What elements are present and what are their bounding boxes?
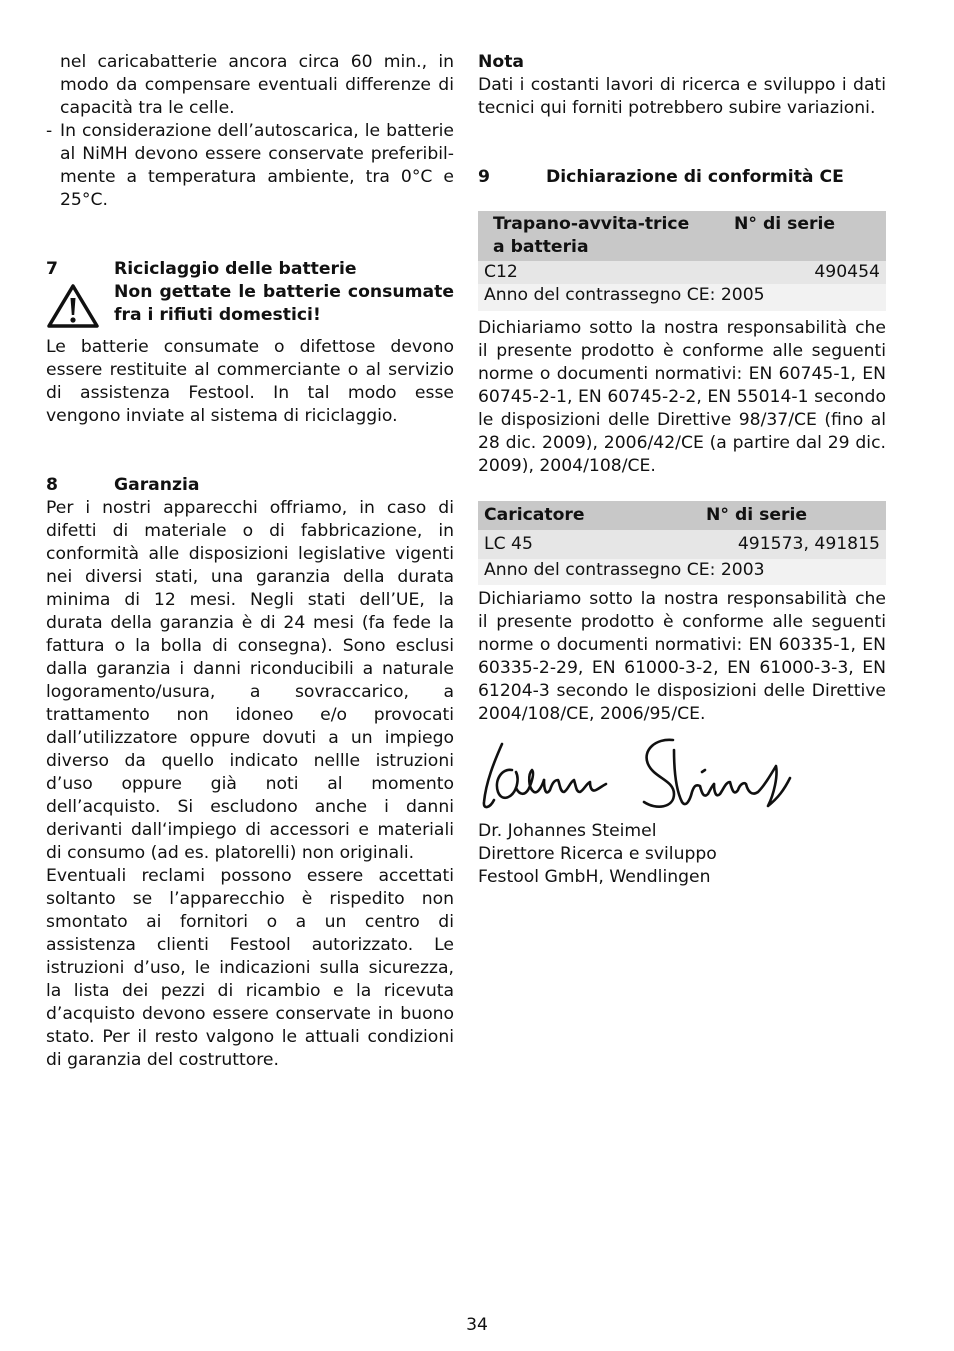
- section-9-title: Dichiarazione di conformità CE: [546, 167, 844, 187]
- table-row: [478, 261, 886, 284]
- section-7-title: Riciclaggio delle batterie: [114, 259, 357, 279]
- table-row: [478, 284, 886, 311]
- signer-company: Festool GmbH, Wendlingen: [478, 867, 711, 887]
- section-7-number: 7: [46, 259, 58, 279]
- table-row: [478, 501, 886, 530]
- signer-name: Dr. Johannes Steimel: [478, 821, 657, 841]
- table-cell-ce-year: Anno del contrassegno CE: 2005: [478, 284, 886, 311]
- conformity-table-drill: [478, 211, 886, 311]
- note-body: Dati i costanti lavori di ricerca e sviluppo i dati tecnici qui forniti potrebbero subire variazioni.: [478, 75, 886, 118]
- table-header-serial: N° di serie: [709, 211, 886, 261]
- table-header-product: Trapano-avvita-trice a batteria: [478, 211, 709, 261]
- section-8-heading: [46, 474, 454, 497]
- table-row: [478, 530, 886, 559]
- section-8-paragraph-1: Per i nostri apparecchi offriamo, in caso di difetti di materiale o di fabbricazione, in conformità alle disposizioni legislative vigenti nei diversi stati, una garanzia della durata minima di 12 mesi. Negli stati dell’UE, la durata della garanzia è di 24 mesi (fa fede la fattura o la bolla di consegna). Sono esclusi dalla garanzia i danni riconducibili a naturale logoramento/usura, a sovraccarico, a trattamento non idoneo e/o provocati dall’utilizzatore oppure dovuti a un impiego diverso da quello indicato nellle istruzioni d’uso oppure già noti al momento dell’acquisto. Si escludono anche i danni derivanti dall‘impiego di accessori e materiali di consumo (ad es. platorelli) non originali.: [46, 498, 454, 863]
- table-header-serial: N° di serie: [700, 501, 886, 530]
- table-cell-ce-year: Anno del contrassegno CE: 2003: [478, 559, 886, 585]
- list-item-self-discharge: [46, 120, 454, 212]
- note-title: Nota: [478, 52, 525, 72]
- section-9-number: 9: [478, 167, 490, 187]
- page-number: 34: [466, 1315, 488, 1335]
- section-7-heading: [46, 258, 454, 281]
- table-cell-serial: 491573, 491815: [700, 530, 886, 559]
- table-row: [478, 211, 886, 261]
- signature-image: [478, 736, 886, 820]
- bullet-text: In considerazione dell’autoscarica, le batterie al NiMH devono essere conservate preferibil-mente a temperatura ambiente, tra 0°C e 25°C.: [60, 121, 454, 210]
- right-column: [478, 51, 886, 889]
- declaration-charger: Dichiariamo sotto la nostra responsabilità che il presente prodotto è conforme alle seguenti norme o documenti normativi: EN 60335-1, EN 60335-2-29, EN 61000-3-2, EN 61000-3-3, EN 61204-3 secondo le disposizioni delle Direttive 2004/108/CE, 2006/95/CE.: [478, 589, 886, 724]
- intro-paragraph: nel caricabatterie ancora circa 60 min., in modo da compensare eventuali differenze di capacità tra le celle.: [60, 52, 454, 118]
- bullet-dash: -: [46, 121, 53, 141]
- conformity-table-charger: [478, 501, 886, 585]
- table-cell-serial: 490454: [709, 261, 886, 284]
- warning-triangle-icon: [46, 281, 114, 336]
- table-header-product: Caricatore: [478, 501, 700, 530]
- warning-text: Non gettate le batterie consumate fra i rifiuti domestici!: [114, 282, 454, 325]
- table-row: [478, 559, 886, 585]
- section-7-body: Le batterie consumate o difettose devono essere restituite al commerciante o al servizio di assistenza Festool. In tal modo esse vengono inviate al sistema di riciclaggio.: [46, 337, 454, 426]
- table-cell-model: C12: [478, 261, 709, 284]
- signer-role: Direttore Ricerca e sviluppo: [478, 844, 717, 864]
- section-8-number: 8: [46, 475, 58, 495]
- warning-block: [46, 281, 454, 336]
- declaration-drill: Dichiariamo sotto la nostra responsabilità che il presente prodotto è conforme alle seguenti norme o documenti normativi: EN 60745-1, EN 60745-2-1, EN 60745-2-2, EN 55014-1 secondo le disposizioni delle Direttive 98/37/CE (fino al 28 dic. 2009), 2006/42/CE (a partire dal 29 dic. 2009), 2004/108/CE.: [478, 318, 886, 476]
- section-9-heading: [478, 166, 886, 189]
- section-8-paragraph-2: Eventuali reclami possono essere accettati soltanto se l’apparecchio è rispedito non smontato ai fornitori o a un centro di assistenza clienti Festool autorizzato. Le istruzioni d’uso, le indicazioni sulla sicurezza, la lista dei pezzi di ricambio e la ricevuta d’acquisto devono essere conservate in buono stato. Per il resto valgono le attuali condizioni di garanzia del costruttore.: [46, 866, 454, 1070]
- table-cell-model: LC 45: [478, 530, 700, 559]
- left-column: [46, 51, 454, 1072]
- section-8-title: Garanzia: [114, 475, 200, 495]
